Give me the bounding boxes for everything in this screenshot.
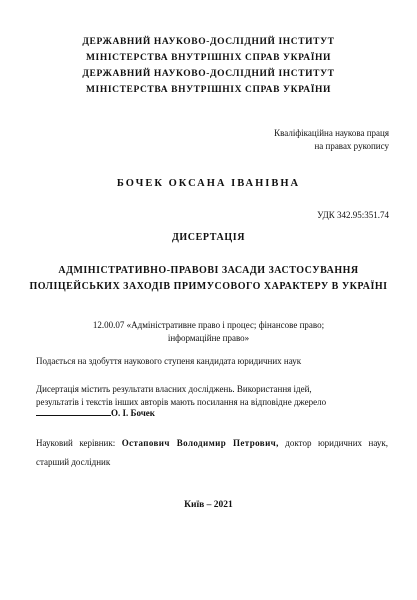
institution-line-3: ДЕРЖАВНИЙ НАУКОВО-ДОСЛІДНИЙ ІНСТИТУТ xyxy=(82,69,335,79)
thesis-title-line-1: АДМІНІСТРАТИВНО-ПРАВОВІ ЗАСАДИ ЗАСТОСУВАННЯ xyxy=(58,265,359,276)
supervisor-name: Остапович Володимир Петрович, xyxy=(121,438,279,448)
qualification-line-2: на правах рукопису xyxy=(314,141,389,151)
place-year: Київ – 2021 xyxy=(184,500,233,510)
specialty-line-1: 12.00.07 «Адміністративне право і процес; фінансове право; xyxy=(92,320,325,330)
supervisor-label: Науковий керівник: xyxy=(36,438,116,448)
declaration-signature-line xyxy=(36,407,388,420)
institution-line-2: МІНІСТЕРСТВА ВНУТРІШНІХ СПРАВ УКРАЇНИ xyxy=(85,53,332,63)
institution-line-1: ДЕРЖАВНИЙ НАУКОВО-ДОСЛІДНИЙ ІНСТИТУТ xyxy=(82,37,335,47)
udk-code: УДК 342.95:351.74 xyxy=(317,210,389,220)
supervisor-line-1 xyxy=(36,437,388,450)
declaration-line-1: Дисертація містить результати власних досліджень. Використання ідей, xyxy=(36,384,312,394)
author-name: БОЧЕК ОКСАНА ІВАНІВНА xyxy=(116,178,301,189)
degree-statement: Подається на здобуття наукового ступеня кандидата юридичних наук xyxy=(36,356,302,366)
specialty-line-2: інформаційне право» xyxy=(167,333,250,343)
thesis-title-line-2: ПОЛІЦЕЙСЬКИХ ЗАХОДІВ ПРИМУСОВОГО ХАРАКТЕРУ В УКРАЇНІ xyxy=(29,281,388,292)
supervisor-degree: доктор юридичних наук, xyxy=(285,438,389,448)
qualification-line-1: Кваліфікаційна наукова праця xyxy=(274,128,389,138)
supervisor-line-2: старший дослідник xyxy=(36,457,111,467)
signature-underline xyxy=(36,407,111,416)
signature-name: О. І. Бочек xyxy=(111,408,155,418)
institution-line-4: МІНІСТЕРСТВА ВНУТРІШНІХ СПРАВ УКРАЇНИ xyxy=(85,85,332,95)
declaration-line-2: результатів і текстів інших авторів мають посилання на відповідне джерело xyxy=(36,397,327,407)
document-type: ДИСЕРТАЦІЯ xyxy=(171,232,246,243)
